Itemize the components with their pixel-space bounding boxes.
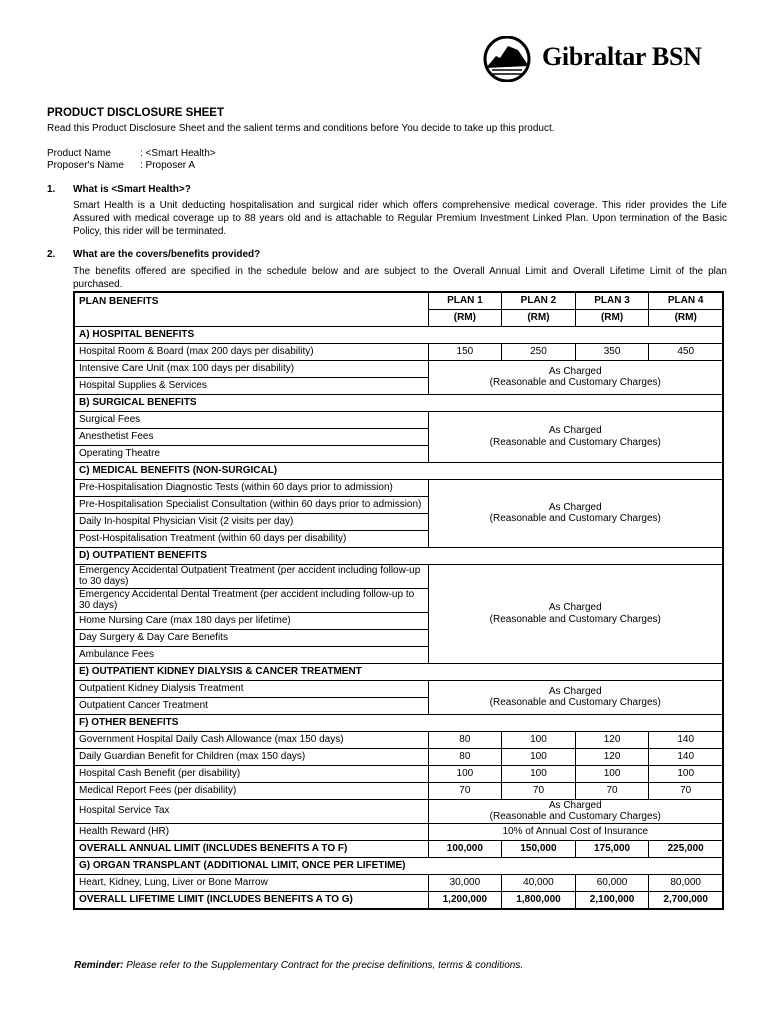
reminder-note [74,960,523,971]
proposer-row [47,160,727,173]
value-cell: 2,700,000 [649,891,723,909]
value-cell: 2,100,000 [575,891,649,909]
reasonable-text: (Reasonable and Customary Charges) [489,513,661,524]
as-charged-cell [428,680,723,714]
section-f-heading: F) OTHER BENEFITS [74,714,723,731]
as-charged-text: As Charged [548,365,602,377]
reasonable-text: (Reasonable and Customary Charges) [489,811,661,822]
value-cell: 100,000 [428,840,502,857]
value-cell: 30,000 [428,874,502,891]
benefit-label: Outpatient Kidney Dialysis Treatment [74,680,428,697]
annual-limit-label: OVERALL ANNUAL LIMIT (INCLUDES BENEFITS A TO F) [74,840,428,857]
as-charged-cell [428,564,723,663]
benefit-label: Emergency Accidental Dental Treatment (per accident including follow-up to 30 days) [74,588,428,612]
table-row [74,731,723,748]
value-cell: 175,000 [575,840,649,857]
value-cell: 70 [502,782,576,799]
unit-label: (RM) [428,309,502,326]
section-g-heading: G) ORGAN TRANSPLANT (ADDITIONAL LIMIT, ONCE PER LIFETIME) [74,857,723,874]
question-2-heading [47,249,727,262]
table-row [74,680,723,697]
plan-benefits-table [73,291,724,910]
section-row [74,663,723,680]
document-body [47,106,727,910]
table-row [74,343,723,360]
value-cell: 150 [428,343,502,360]
plan-4-header: PLAN 4 [649,292,723,310]
question-2-title: What are the covers/benefits provided? [73,249,261,260]
proposer-label: Proposer's Name [47,160,124,171]
intro-text: Read this Product Disclosure Sheet and the salient terms and conditions before You decide to take up this product. [47,123,555,134]
value-cell: 80 [428,731,502,748]
question-1-title: What is <Smart Health>? [73,183,191,195]
question-1-body: Smart Health is a Unit deducting hospitalisation and surgical rider which offers comprehensive medical coverage. This rider provides the Life Assured with medical coverage up to 88 years old and is attachable to Regular Premium Investment Linked Plan. Upon termination of the Basic Policy, this rider will be terminated. [73,200,727,237]
section-d-heading: D) OUTPATIENT BENEFITS [74,547,723,564]
question-2-number: 2. [47,249,56,260]
value-cell: 100 [502,765,576,782]
value-cell: 80 [428,748,502,765]
value-cell: 1,800,000 [502,891,576,909]
table-row [74,782,723,799]
benefit-label: Emergency Accidental Outpatient Treatment (per accident including follow-up to 30 days) [74,564,428,588]
benefit-label: Hospital Supplies & Services [74,377,428,394]
value-cell: 70 [428,782,502,799]
reasonable-text: (Reasonable and Customary Charges) [489,613,661,625]
value-cell: 120 [575,731,649,748]
value-cell: 350 [575,343,649,360]
table-row [74,823,723,840]
value-cell: 225,000 [649,840,723,857]
value-cell: 140 [649,731,723,748]
benefit-label: Home Nursing Care (max 180 days per lifetime) [74,612,428,629]
benefit-label: Outpatient Cancer Treatment [74,697,428,714]
value-cell: 80,000 [649,874,723,891]
table-row [74,799,723,823]
value-cell: 150,000 [502,840,576,857]
product-name-label: Product Name [47,147,111,159]
plan-2-header: PLAN 2 [502,292,576,310]
benefit-label: Hospital Cash Benefit (per disability) [74,765,428,782]
product-name-value: : <Smart Health> [140,147,216,159]
as-charged-text: As Charged [548,501,602,513]
value-cell: 1,200,000 [428,891,502,909]
reminder-label: Reminder: [74,960,124,971]
value-cell: 70 [575,782,649,799]
section-row [74,547,723,564]
benefit-label: Heart, Kidney, Lung, Liver or Bone Marrow [74,874,428,891]
as-charged-cell [428,360,723,394]
benefit-label: Anesthetist Fees [74,428,428,445]
annual-limit-row [74,840,723,857]
as-charged-text: As Charged [548,685,602,697]
as-charged-text: As Charged [548,799,602,811]
unit-label: (RM) [502,309,576,326]
section-row [74,394,723,411]
page-title: PRODUCT DISCLOSURE SHEET [47,107,224,119]
benefit-label: Health Reward (HR) [74,823,428,840]
benefit-label: Ambulance Fees [74,646,428,663]
benefit-label: Day Surgery & Day Care Benefits [74,629,428,646]
value-cell: 450 [649,343,723,360]
value-cell: 100 [502,748,576,765]
section-e-heading: E) OUTPATIENT KIDNEY DIALYSIS & CANCER TREATMENT [74,663,723,680]
question-1-heading [47,184,727,197]
benefit-label: Pre-Hospitalisation Diagnostic Tests (within 60 days prior to admission) [74,479,428,496]
value-cell: 40,000 [502,874,576,891]
table-row [74,874,723,891]
value-cell: 100 [575,765,649,782]
benefit-label: Pre-Hospitalisation Specialist Consultation (within 60 days prior to admission) [74,496,428,513]
value-cell: 120 [575,748,649,765]
proposer-value: : Proposer A [140,160,196,171]
question-2-body: The benefits offered are specified in the schedule below and are subject to the Overall Annual Limit and Overall Lifetime Limit of the plan purchased. [73,265,727,290]
value-cell: 60,000 [575,874,649,891]
section-row [74,857,723,874]
section-b-heading: B) SURGICAL BENEFITS [74,394,723,411]
section-a-heading: A) HOSPITAL BENEFITS [74,326,723,343]
section-row [74,714,723,731]
benefit-label: Intensive Care Unit (max 100 days per disability) [74,360,428,377]
as-charged-text: As Charged [548,425,602,436]
health-reward-value: 10% of Annual Cost of Insurance [428,823,723,840]
as-charged-text: As Charged [548,602,602,613]
reasonable-text: (Reasonable and Customary Charges) [489,436,661,448]
reasonable-text: (Reasonable and Customary Charges) [489,697,661,708]
benefit-label: Daily Guardian Benefit for Children (max 150 days) [74,748,428,765]
lifetime-limit-label: OVERALL LIFETIME LIMIT (INCLUDES BENEFITS A TO G) [74,891,428,909]
product-name-row [47,148,727,161]
value-cell: 250 [502,343,576,360]
benefit-label: Government Hospital Daily Cash Allowance (max 150 days) [74,731,428,748]
lifetime-limit-row [74,891,723,909]
product-fields [47,148,727,173]
benefit-label: Surgical Fees [74,411,428,428]
logo-wordmark: Gibraltar BSN [542,42,702,71]
benefit-label: Post-Hospitalisation Treatment (within 60 days per disability) [74,530,428,547]
as-charged-cell [428,411,723,462]
as-charged-cell [428,799,723,823]
section-row [74,462,723,479]
value-cell: 100 [649,765,723,782]
benefit-label: Hospital Service Tax [74,799,428,823]
plan-3-header: PLAN 3 [575,292,649,310]
section-row [74,326,723,343]
table-row [74,748,723,765]
value-cell: 100 [502,731,576,748]
table-row [74,564,723,588]
benefit-label: Operating Theatre [74,445,428,462]
unit-label: (RM) [575,309,649,326]
section-c-heading: C) MEDICAL BENEFITS (NON-SURGICAL) [74,462,723,479]
value-cell: 140 [649,748,723,765]
table-row [74,765,723,782]
benefit-label: Medical Report Fees (per disability) [74,782,428,799]
value-cell: 100 [428,765,502,782]
as-charged-cell [428,479,723,547]
benefit-label: Hospital Room & Board (max 200 days per disability) [74,343,428,360]
table-header-row [74,292,723,310]
table-row [74,411,723,428]
plan-benefits-header: PLAN BENEFITS [74,292,428,327]
rock-logo-icon [482,36,532,82]
question-1-number: 1. [47,183,56,195]
table-row [74,479,723,496]
unit-label: (RM) [649,309,723,326]
table-row [74,360,723,377]
benefit-label: Daily In-hospital Physician Visit (2 visits per day) [74,513,428,530]
plan-1-header: PLAN 1 [428,292,502,310]
reminder-text: Please refer to the Supplementary Contract for the precise definitions, terms & conditions. [123,960,524,971]
company-logo [482,34,732,84]
reasonable-text: (Reasonable and Customary Charges) [489,377,661,388]
value-cell: 70 [649,782,723,799]
